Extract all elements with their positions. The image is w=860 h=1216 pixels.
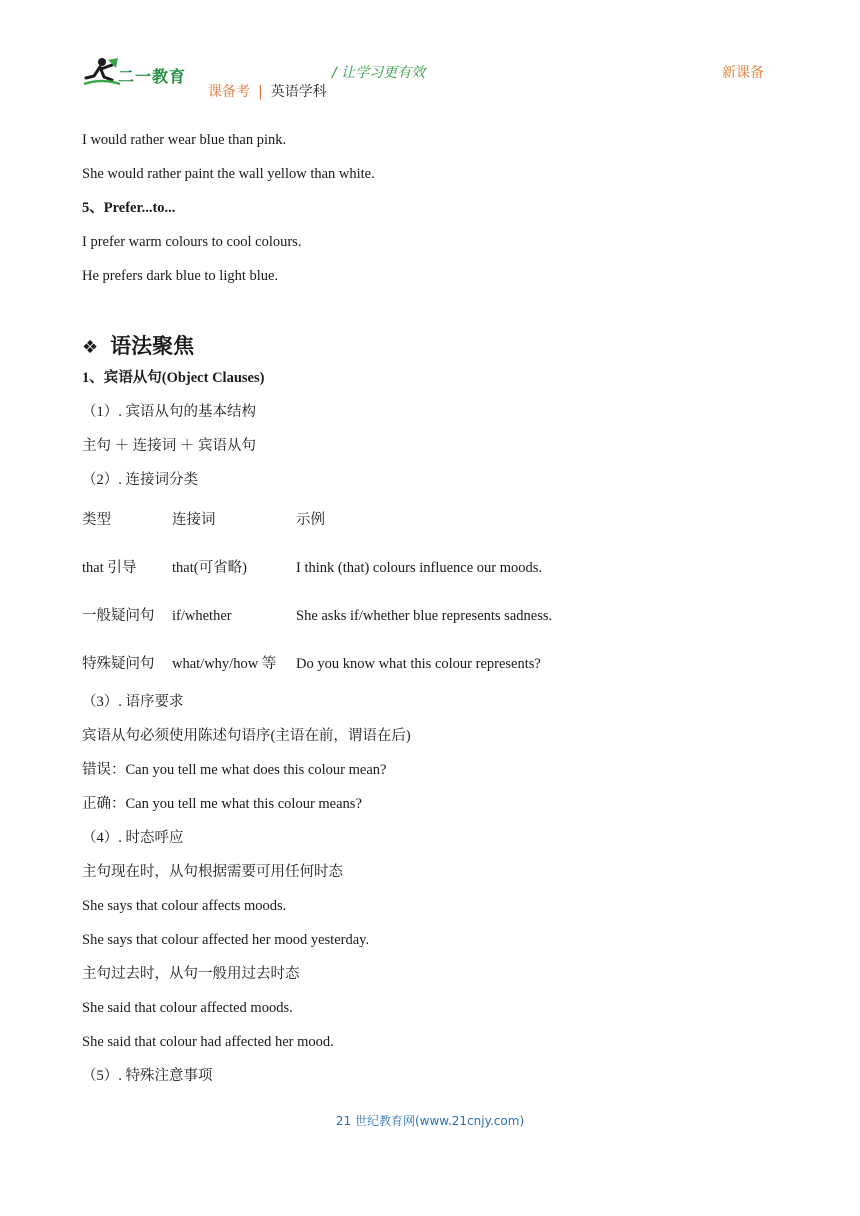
subtitle-left: 课备考 — [208, 84, 250, 100]
diamond-bullet-icon: ❖ — [82, 337, 99, 358]
header-right-tag: 新课备 — [722, 65, 764, 81]
section-title: 语法聚焦 — [110, 334, 195, 358]
prefer-line: I prefer warm colours to cool colours. — [82, 234, 302, 250]
present-tense-rule: 主句现在时，从句根据需要可用任何时态 — [82, 864, 343, 880]
logo — [82, 56, 192, 90]
section-heading — [82, 326, 782, 366]
slogan: / 让学习更有效 — [332, 65, 426, 81]
table-cell: if/whether — [172, 608, 232, 624]
table-cell: that 引导 — [82, 560, 137, 576]
header-subtitle — [208, 81, 327, 101]
grammar-heading: 1、宾语从句(Object Clauses) — [82, 370, 265, 386]
right-example: 正确：Can you tell me what this colour means? — [82, 796, 362, 812]
table-cell: I think (that) colours influence our moods. — [296, 560, 543, 576]
past-example: She said that colour had affected her mood. — [82, 1034, 334, 1050]
subsection-2: （2）. 连接词分类 — [82, 472, 198, 488]
logo-text: 二一教育 — [118, 67, 187, 86]
prefer-line: He prefers dark blue to light blue. — [82, 268, 279, 284]
past-example: She said that colour affected moods. — [82, 1000, 293, 1016]
table-row — [82, 650, 782, 690]
present-example: She says that colour affected her mood yesterday. — [82, 932, 370, 948]
table-cell: what/why/how 等 — [172, 656, 277, 672]
conjunction-table — [82, 506, 782, 690]
wrong-example: 错误：Can you tell me what does this colour mean? — [82, 762, 387, 778]
page-footer: 21 世纪教育网(www.21cnjy.com) — [335, 1114, 525, 1128]
table-header: 示例 — [296, 512, 325, 528]
prefer-heading: 5、Prefer...to... — [82, 200, 176, 216]
intro-line: I would rather wear blue than pink. — [82, 132, 287, 148]
table-cell: 一般疑问句 — [82, 608, 155, 624]
word-order-rule: 宾语从句必须使用陈述句语序(主语在前，谓语在后) — [82, 728, 411, 744]
intro-line: She would rather paint the wall yellow than white. — [82, 166, 375, 182]
subsection-5: （5）. 特殊注意事项 — [82, 1068, 213, 1084]
present-example: She says that colour affects moods. — [82, 898, 287, 914]
table-row — [82, 554, 782, 602]
table-header: 连接词 — [172, 512, 216, 528]
table-header-row — [82, 506, 782, 554]
subsection-1: （1）. 宾语从句的基本结构 — [82, 404, 256, 420]
subtitle-right: 英语学科 — [270, 84, 327, 100]
table-cell: 特殊疑问句 — [82, 656, 155, 672]
table-cell: that(可省略) — [172, 560, 247, 576]
table-cell: She asks if/whether blue represents sadness. — [296, 608, 553, 624]
subsection-3: （3）. 语序要求 — [82, 694, 184, 710]
subtitle-separator: | — [258, 84, 263, 100]
table-cell: Do you know what this colour represents? — [296, 656, 541, 672]
page-header — [0, 0, 860, 110]
structure-formula: 主句 ＋ 连接词 ＋ 宾语从句 — [82, 438, 256, 454]
past-tense-rule: 主句过去时，从句一般用过去时态 — [82, 966, 300, 982]
runner-logo-icon — [82, 56, 122, 90]
table-header: 类型 — [82, 512, 111, 528]
document-body — [82, 128, 782, 1098]
table-row — [82, 602, 782, 650]
subsection-4: （4）. 时态呼应 — [82, 830, 184, 846]
